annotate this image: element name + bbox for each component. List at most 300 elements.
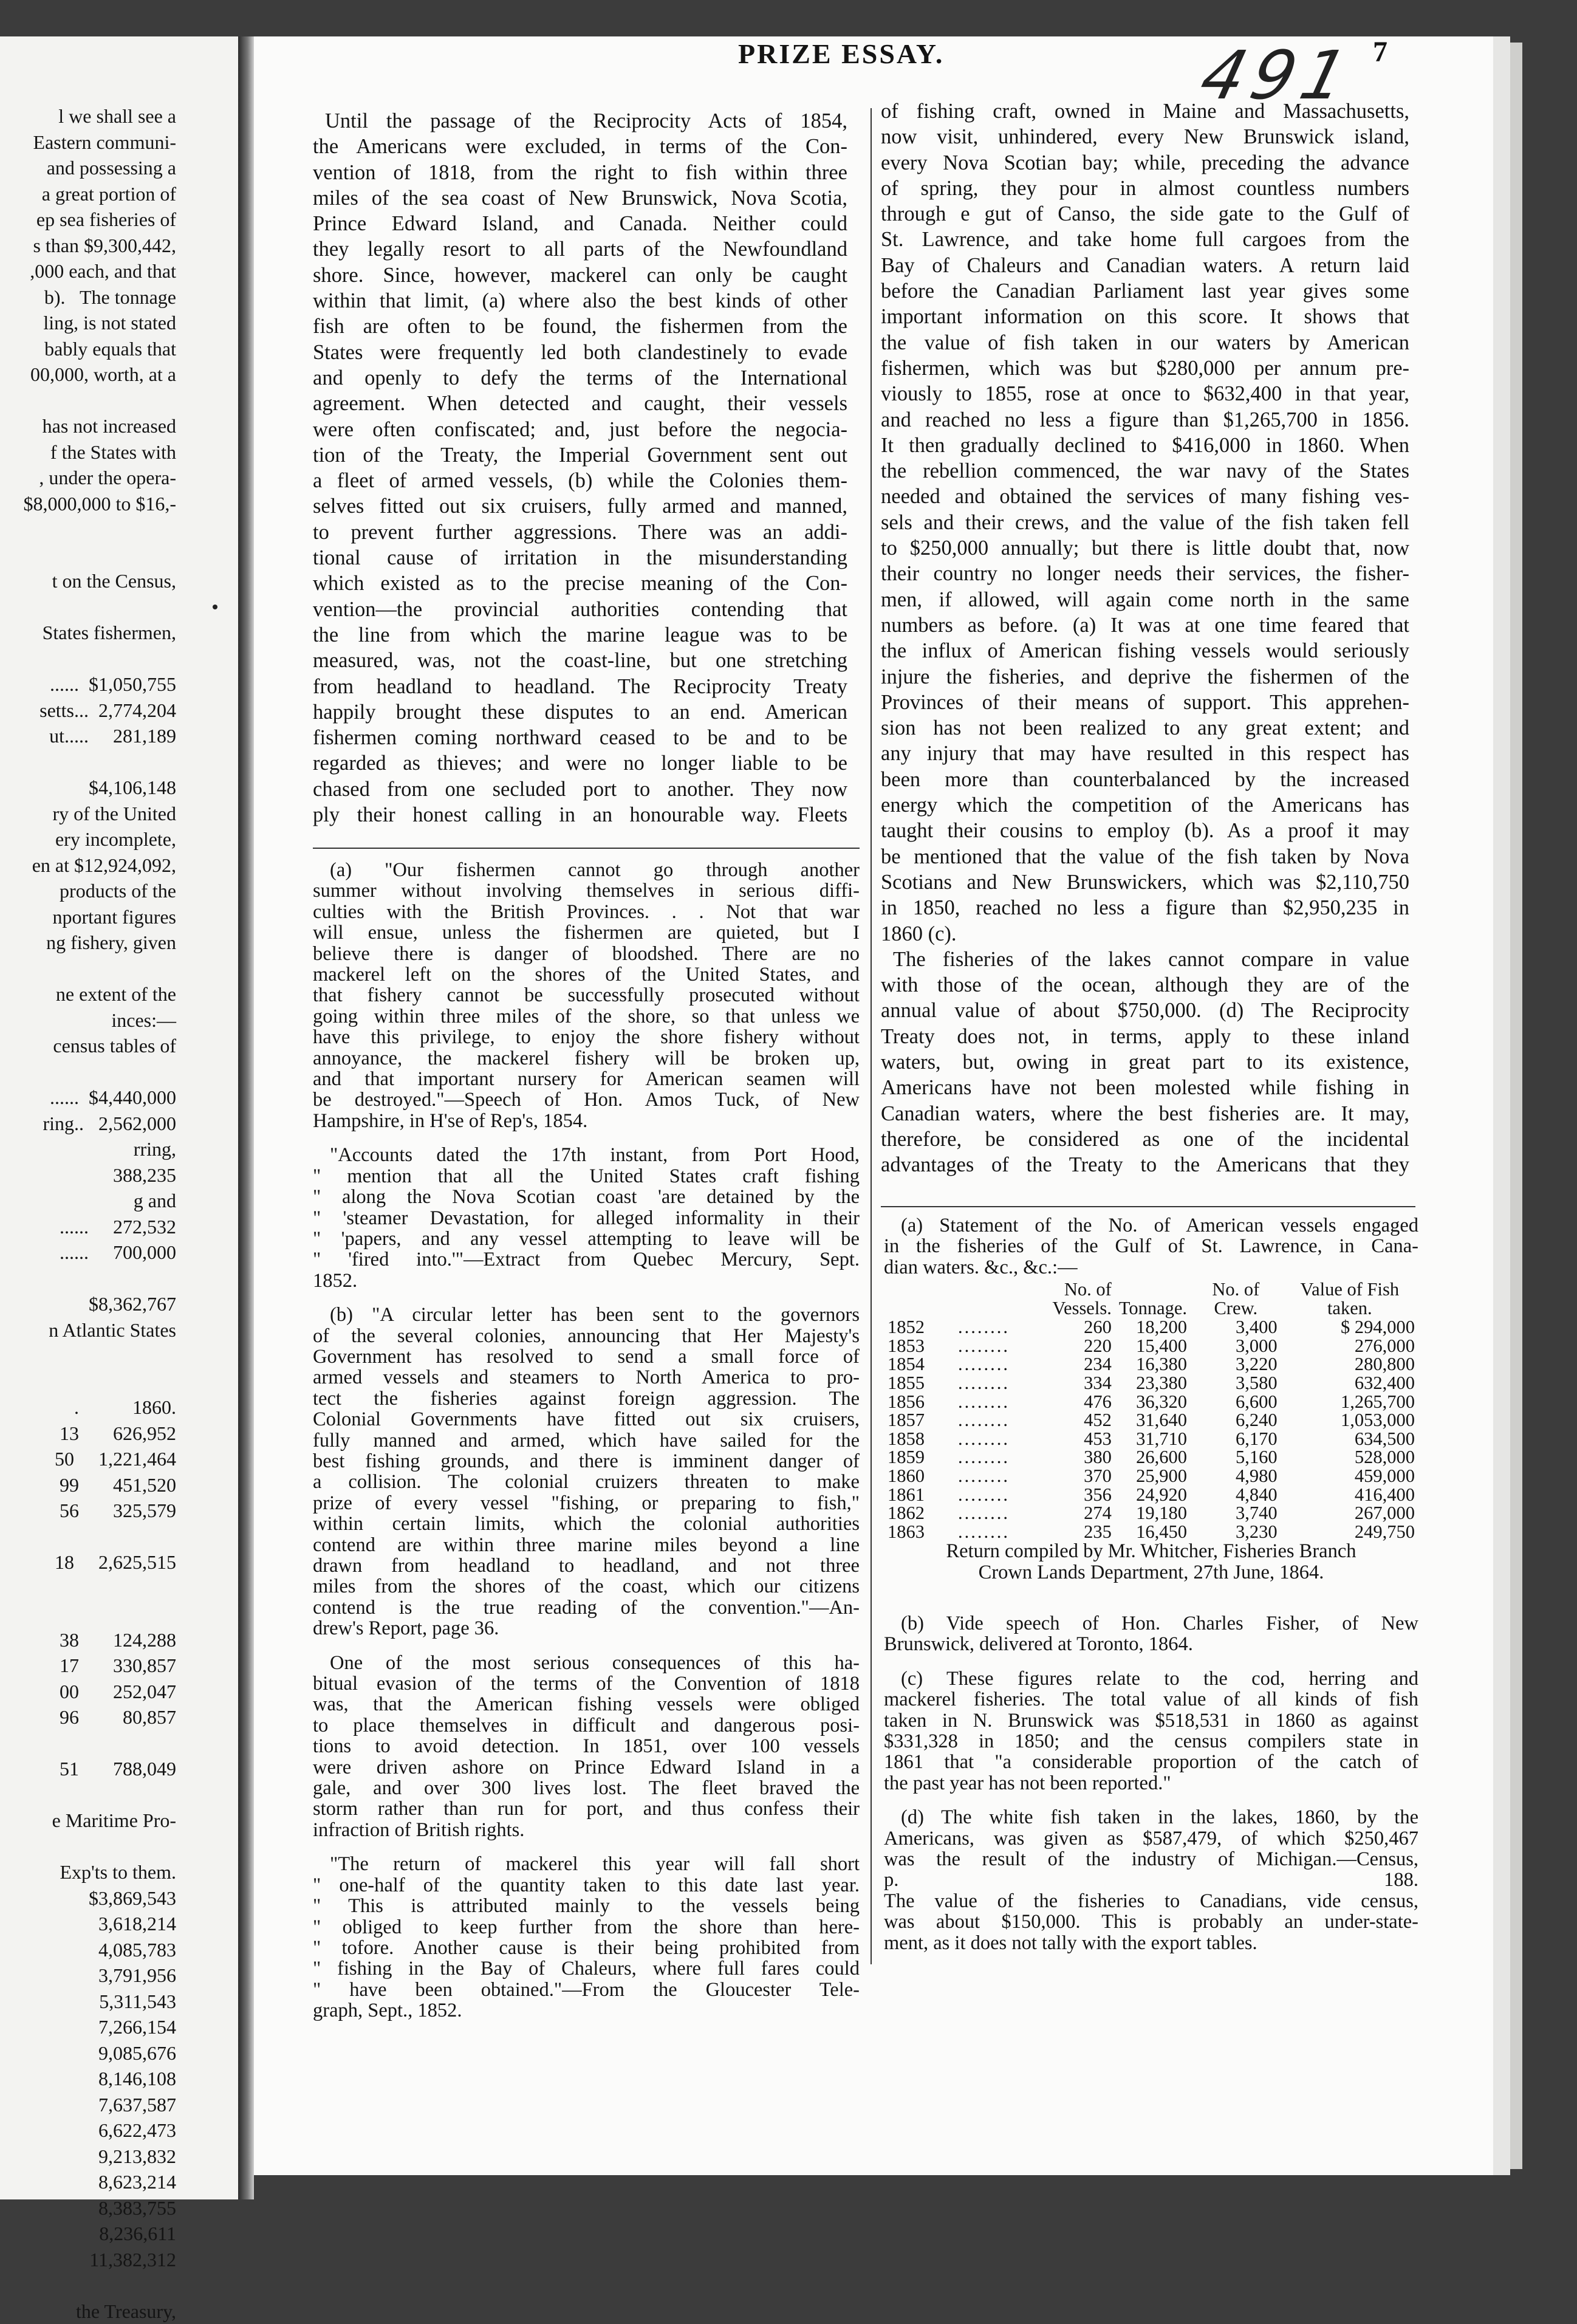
footnote-line: bitual evasion of the terms of the Convention of 1818 [313,1673,860,1694]
facing-page-text [0,103,176,2324]
facing-page-line: rring, [0,1136,176,1162]
table-row [884,1318,1418,1337]
facing-page-line: 13 626,952 [0,1421,176,1447]
facing-page-line [0,1343,176,1369]
facing-page-line [0,1369,176,1395]
facing-page-line: ne extent of the [0,981,176,1007]
leader-dots: ........ [958,1430,1010,1448]
footnote-line: within certain limits, which the colonial authorities [313,1513,860,1534]
facing-page-line: ...... $4,440,000 [0,1085,176,1111]
column-1-footnotes [313,860,860,2035]
footnote-line: $331,328 in 1850; and the census compilers state in [884,1731,1418,1752]
facing-page-line: ling, is not stated [0,310,176,336]
value-cell: 31,710 [1115,1430,1191,1448]
footnote-line: will ensue, unless the fishermen are quieted, but I [313,922,860,943]
body-line: injure the fisheries, and deprive the fishermen of the [881,664,1409,690]
footnote-line: drawn from headland to headland, and not three [313,1555,860,1576]
facing-page-line [0,646,176,672]
footnote-line: The value of the fisheries to Canadians, vide census, [884,1891,1418,1911]
footnote-line: Americans, was given as $587,479, of which $250,467 [884,1828,1418,1849]
facing-page-line: 8,146,108 [0,2066,176,2092]
leader-dots: ........ [958,1318,1010,1337]
value-cell: 18,200 [1115,1318,1191,1337]
footnote-line: were driven ashore on Prince Edward Island in a [313,1757,860,1778]
footnote-line: that fishery cannot be successfully prosecuted without [313,985,860,1006]
leader-dots: ........ [958,1448,1010,1467]
footnote-line: armed vessels and steamers to North America to pro- [313,1367,860,1388]
body-line: with those of the ocean, although they are of the [881,972,1409,998]
body-line: advantages of the Treaty to the Americans that they [881,1152,1409,1177]
footnote-line: infraction of British rights. [313,1820,860,1840]
footnote-line: culties with the British Provinces. . . Not that war [313,902,860,922]
facing-page-line: 9,213,832 [0,2144,176,2170]
body-line: States were frequently led both clandestinely to evade [313,340,847,365]
facing-page-line: nportant figures [0,904,176,930]
value-cell: 23,380 [1115,1374,1191,1393]
value-cell: 16,450 [1115,1523,1191,1541]
body-line: Until the passage of the Reciprocity Acts of 1854, [313,108,847,134]
body-line: annual value of about $750,000. (d) The Reciprocity [881,998,1409,1023]
value-cell: 31,640 [1115,1411,1191,1430]
facing-page-line: inces:— [0,1007,176,1033]
facing-page-line [0,543,176,569]
body-line: therefore, be considered as one of the incidental [881,1126,1409,1152]
footnote-rule-left [313,848,860,849]
body-line: and reached no less a figure than $1,265,700 in 1856. [881,407,1409,433]
value-cell: 276,000 [1281,1337,1418,1356]
facing-page-line: 51 788,049 [0,1756,176,1782]
facing-page-line: t on the Census, [0,568,176,594]
footnote-line: One of the most serious consequences of this ha- [313,1653,860,1673]
footnote-line: " fishing in the Bay of Chaleurs, where full fares could [313,1958,860,1979]
table-row [884,1467,1418,1486]
facing-page-line: ep sea fisheries of [0,207,176,233]
facing-page-line: $4,106,148 [0,775,176,801]
facing-page-line: 96 80,857 [0,1704,176,1730]
facing-page-line: l we shall see a [0,103,176,129]
facing-page-line: 3,791,956 [0,1962,176,1989]
column-header: No. of Vessels. [1010,1280,1115,1318]
body-line: the influx of American fishing vessels would seriously [881,638,1409,663]
value-cell: 15,400 [1115,1337,1191,1356]
body-line: to prevent further aggressions. There was an addi- [313,519,847,545]
footnote-line: be destroyed."—Speech of Hon. Amos Tuck, of New [313,1089,860,1110]
leader-dots: ........ [958,1523,1010,1541]
value-cell: 3,580 [1191,1374,1281,1393]
facing-page-line [0,749,176,775]
facing-page-line: 17 330,857 [0,1653,176,1679]
facing-page-line: g and [0,1188,176,1214]
table-caption [884,1215,1418,1278]
body-line: the line from which the marine league was to be [313,622,847,648]
footnote-line: graph, Sept., 1852. [313,2000,860,2021]
facing-page-line: 4,085,783 [0,1937,176,1963]
facing-page-line: s than $9,300,442, [0,233,176,259]
footnote-line: prize of every vessel "fishing, or preparing to fish," [313,1493,860,1513]
leader-dots: ........ [958,1411,1010,1430]
footnote-line: going within three miles of the shore, so that unless we [313,1006,860,1027]
body-line: through e gut of Canso, the side gate to the Gulf of [881,201,1409,227]
body-line: the rebellion commenced, the war navy of the States [881,458,1409,484]
body-line: their country no longer needs their services, the fisher- [881,561,1409,586]
footnote-line: "Accounts dated the 17th instant, from Port Hood, [313,1145,860,1165]
value-cell: 356 [1010,1486,1115,1504]
facing-page-line [0,1730,176,1757]
year-cell: 1857 [884,1411,958,1430]
value-cell: 416,400 [1281,1486,1418,1504]
body-line: happily brought these disputes to an end. American [313,699,847,725]
facing-page-line [0,1524,176,1550]
leader-dots: ........ [958,1486,1010,1504]
book-gutter [238,36,254,2199]
facing-page-line: 9,085,676 [0,2040,176,2066]
body-line: Canadian waters, where the best fisheries are. It may, [881,1101,1409,1126]
body-line: to $250,000 annually; but there is little doubt that, now [881,535,1409,561]
footnote-line: miles from the shores of the coast, which our citizens [313,1576,860,1597]
facing-page-line: 6,622,473 [0,2117,176,2144]
leader-dots: ........ [958,1504,1010,1523]
footnote-line: of the several colonies, announcing that Her Majesty's [313,1326,860,1346]
facing-page-line: ...... $1,050,755 [0,671,176,698]
footnote-line: Hampshire, in H'se of Rep's, 1854. [313,1111,860,1131]
body-line: The fisheries of the lakes cannot compare in value [881,947,1409,972]
body-line: fish are often to be found, the fishermen from the [313,314,847,339]
body-line: vention—the provincial authorities contending that [313,597,847,622]
facing-page-line: $8,362,767 [0,1291,176,1317]
footnote-line: " 'steamer Devastation, for alleged informality in their [313,1208,860,1229]
footnote-note-d [884,1807,1418,1953]
vessels-table [884,1280,1418,1541]
footnote-line: tions to avoid detection. In 1851, over 100 vessels [313,1736,860,1757]
footnote-line: believe there is danger of bloodshed. There are no [313,944,860,964]
body-line: numbers as before. (a) It was at one time feared that [881,612,1409,638]
body-line: the value of fish taken in our waters by American [881,330,1409,355]
facing-page-line [0,1834,176,1860]
year-cell: 1853 [884,1337,958,1356]
body-line: chased from one secluded port to another. They now [313,776,847,802]
caption-line: (a) Statement of the No. of American vessels engaged [884,1215,1418,1236]
value-cell: 19,180 [1115,1504,1191,1523]
footnote-line: Colonial Governments have fitted out six cruisers, [313,1409,860,1430]
facing-page-line [0,1059,176,1085]
value-cell: 5,160 [1191,1448,1281,1467]
facing-page-line: the Treasury, [0,2298,176,2324]
footnote-line: taken in N. Brunswick was $518,531 in 1860 as against [884,1710,1418,1731]
column-header: Value of Fish taken. [1281,1280,1418,1318]
body-line: be mentioned that the value of the fish taken by Nova [881,844,1409,869]
footnote-line: ment, as it does not tally with the export tables. [884,1933,1418,1953]
facing-page-line: 38 124,288 [0,1627,176,1653]
footnote-line: "The return of mackerel this year will fall short [313,1854,860,1874]
footnote-note-a2 [313,1145,860,1291]
leader-dots: ........ [958,1393,1010,1411]
footnote-line: (d) The white fish taken in the lakes, 1860, by the [884,1807,1418,1828]
footnote-note-b3 [313,1854,860,2021]
value-cell: 380 [1010,1448,1115,1467]
leader-header [958,1280,1010,1318]
facing-page-line: , under the opera- [0,465,176,491]
value-cell: 4,980 [1191,1467,1281,1486]
value-cell: 280,800 [1281,1355,1418,1374]
source-line: Crown Lands Department, 27th June, 1864. [884,1562,1418,1583]
body-line: Provinces of their means of support. This apprehen- [881,690,1409,715]
facing-page-line: ,000 each, and that [0,258,176,284]
footnote-rule-right [881,1206,1415,1207]
leader-dots: ........ [958,1337,1010,1356]
footnote-line: a collision. The colonial cruizers threaten to make [313,1472,860,1492]
facing-page-line: 388,235 [0,1162,176,1188]
body-line: important information on this score. It shows that [881,304,1409,329]
facing-page-line: ery incomplete, [0,826,176,852]
value-cell: 528,000 [1281,1448,1418,1467]
body-line: every Nova Scotian bay; while, preceding the advance [881,150,1409,176]
value-cell: 26,600 [1115,1448,1191,1467]
value-cell: 25,900 [1115,1467,1191,1486]
body-line: sion has not been realized to any great extent; and [881,715,1409,741]
table-row [884,1448,1418,1467]
body-line: energy which the competition of the Americans has [881,792,1409,818]
column-header: No. of Crew. [1191,1280,1281,1318]
year-cell: 1855 [884,1374,958,1393]
value-cell: 634,500 [1281,1430,1418,1448]
page-number: 7 [1373,35,1387,69]
body-line: now visit, unhindered, every New Brunswick island, [881,124,1409,149]
footnote-note-a [313,860,860,1131]
body-line: Americans have not been molested while fishing in [881,1075,1409,1100]
footnote-line: Brunswick, delivered at Toronto, 1864. [884,1634,1418,1654]
footnote-line: best fishing grounds, and there is imminent danger of [313,1451,860,1472]
value-cell: 453 [1010,1430,1115,1448]
body-line: been more than counterbalanced by the increased [881,767,1409,792]
facing-page-line: 3,618,214 [0,1911,176,1937]
body-line: shore. Since, however, mackerel can only be caught [313,262,847,288]
value-cell: 6,240 [1191,1411,1281,1430]
body-line: taught their cousins to employ (b). As a proof it may [881,818,1409,843]
facing-page-line: en at $12,924,092, [0,852,176,879]
value-cell: 632,400 [1281,1374,1418,1393]
facing-page-line: ...... 272,532 [0,1214,176,1240]
table-row [884,1374,1418,1393]
table-row [884,1486,1418,1504]
body-line: agreement. When detected and caught, their vessels [313,391,847,416]
body-line: vention of 1818, from the right to fish within three [313,160,847,185]
value-cell: 1,265,700 [1281,1393,1418,1411]
body-line: tion of the Treaty, the Imperial Government sent out [313,442,847,468]
body-line: St. Lawrence, and take home full cargoes from the [881,227,1409,252]
facing-page-line: e Maritime Pro- [0,1808,176,1834]
table-row [884,1337,1418,1356]
value-cell: 16,380 [1115,1355,1191,1374]
footnote-line: storm rather than run for port, and thus confess their [313,1798,860,1819]
body-line: from headland to headland. The Reciprocity Treaty [313,674,847,699]
column-rule [871,108,872,1964]
year-cell: 1860 [884,1467,958,1486]
value-cell: 476 [1010,1393,1115,1411]
body-line: before the Canadian Parliament last year gives some [881,278,1409,304]
column-2-body [881,98,1409,1177]
value-cell: 36,320 [1115,1393,1191,1411]
value-cell: 3,400 [1191,1318,1281,1337]
facing-page-line: 7,266,154 [0,2014,176,2040]
table-source [884,1541,1418,1583]
footnote-line: " This is attributed mainly to the vessels being [313,1896,860,1916]
value-cell: 274 [1010,1504,1115,1523]
value-cell: 334 [1010,1374,1115,1393]
facing-page-line: and possessing a [0,155,176,181]
value-cell: 4,840 [1191,1486,1281,1504]
footnote-line: was, that the American fishing vessels were obliged [313,1694,860,1715]
body-line: selves fitted out six cruisers, fully armed and manned, [313,493,847,519]
facing-page-line [0,1782,176,1808]
footnote-line: " along the Nova Scotian coast 'are detained by the [313,1187,860,1207]
value-cell: 1,053,000 [1281,1411,1418,1430]
footnote-line: (b) Vide speech of Hon. Charles Fisher, of New [884,1613,1418,1634]
facing-page-line: . 1860. [0,1394,176,1421]
facing-page-line: 11,382,312 [0,2247,176,2273]
table-row [884,1393,1418,1411]
column-2-footnotes [884,1613,1418,1967]
footnote-line: annoyance, the mackerel fishery will be broken up, [313,1048,860,1069]
facing-page-line: a great portion of [0,181,176,207]
year-cell: 1854 [884,1355,958,1374]
facing-page-line: Exp'ts to them. [0,1859,176,1885]
body-line: tional cause of irritation in the misunderstanding [313,545,847,571]
footnote-note-c [884,1668,1418,1794]
value-cell: 220 [1010,1337,1115,1356]
table-row [884,1523,1418,1541]
footnote-note-b [313,1304,860,1639]
year-cell: 1859 [884,1448,958,1467]
footnote-line: (a) "Our fishermen cannot go through another [313,860,860,880]
footnote-line: " 'fired into.'"—Extract from Quebec Mercury, Sept. [313,1249,860,1270]
body-line: of spring, they pour in almost countless numbers [881,176,1409,201]
body-line: fishermen coming northward ceased to be and to be [313,725,847,750]
facing-page-line: has not increased [0,413,176,439]
facing-page-line: $3,869,543 [0,1885,176,1911]
value-cell: 3,220 [1191,1355,1281,1374]
page-edge-shadow [1510,43,1522,2169]
facing-page-line: 00 252,047 [0,1679,176,1705]
body-line: a fleet of armed vessels, (b) while the Colonies them- [313,468,847,493]
facing-page-line: 8,383,755 [0,2195,176,2221]
column-1-body [313,108,847,828]
body-line: within that limit, (a) where also the best kinds of other [313,288,847,314]
value-cell: 459,000 [1281,1467,1418,1486]
body-line: needed and obtained the services of many fishing ves- [881,484,1409,509]
body-line: fishermen, which was but $280,000 per annum pre- [881,355,1409,381]
footnote-line: (c) These figures relate to the cod, herring and [884,1668,1418,1689]
facing-page-line: products of the [0,878,176,904]
footnote-line: " mention that all the United States craft fishing [313,1166,860,1187]
value-cell: 370 [1010,1467,1115,1486]
table-row [884,1355,1418,1374]
leader-dots: ........ [958,1467,1010,1486]
value-cell: 249,750 [1281,1523,1418,1541]
year-cell: 1861 [884,1486,958,1504]
value-cell: 3,000 [1191,1337,1281,1356]
facing-page-line [0,594,176,620]
value-cell: 260 [1010,1318,1115,1337]
body-line: viously to 1855, rose at once to $632,400 in that year, [881,381,1409,406]
caption-line: in the fisheries of the Gulf of St. Lawrence, in Cana- [884,1236,1418,1256]
facing-page-line: bably equals that [0,336,176,362]
column-header: Tonnage. [1115,1280,1191,1318]
body-line: miles of the sea coast of New Brunswick, Nova Scotia, [313,185,847,211]
footnote-line: " have been obtained."—From the Gloucester Tele- [313,1980,860,2000]
footnote-line: " obliged to keep further from the shore than here- [313,1917,860,1938]
facing-page-line: 8,236,611 [0,2221,176,2247]
body-line: were often confiscated; and, just before the negocia- [313,417,847,442]
footnote-line: drew's Report, page 36. [313,1618,860,1639]
value-cell: 234 [1010,1355,1115,1374]
footnote-line: " tofore. Another cause is their being prohibited from [313,1938,860,1958]
value-cell: 3,230 [1191,1523,1281,1541]
table-row [884,1504,1418,1523]
value-cell: 235 [1010,1523,1115,1541]
facing-page-line: States fishermen, [0,620,176,646]
page-edge [1493,36,1510,2175]
body-line: Bay of Chaleurs and Canadian waters. A return laid [881,253,1409,278]
facing-page-line [0,516,176,543]
year-header [884,1280,958,1318]
footnote-line: was about $150,000. This is probably an under-state- [884,1911,1418,1932]
body-line: 1860 (c). [881,921,1409,947]
footnote-line: mackerel fisheries. The total value of all kinds of fish [884,1689,1418,1710]
year-cell: 1856 [884,1393,958,1411]
footnote-line: " 'papers, and any vessel attempting to leave will be [313,1229,860,1249]
facing-page-line: ry of the United [0,801,176,827]
body-line: Scotians and New Brunswickers, which was $2,110,750 [881,869,1409,895]
footnote-line: was the result of the industry of Michigan.—Census, [884,1849,1418,1870]
facing-page-line: ut..... 281,189 [0,723,176,749]
facing-page-line [0,2272,176,2298]
value-cell: 3,740 [1191,1504,1281,1523]
body-line: in 1850, reached no less a figure than $2,950,235 in [881,895,1409,920]
value-cell: 24,920 [1115,1486,1191,1504]
footnote-line: Government has resolved to send a small force of [313,1346,860,1367]
year-cell: 1852 [884,1318,958,1337]
facing-page-line: 99 451,520 [0,1472,176,1498]
facing-page-line: $8,000,000 to $16,- [0,491,176,517]
footnote-line: contend is the true reading of the convention."—An- [313,1597,860,1618]
footnote-line: mackerel left on the shores of the United States, and [313,964,860,985]
year-cell: 1863 [884,1523,958,1541]
year-cell: 1858 [884,1430,958,1448]
footnote-line: summer without involving themselves in serious diffi- [313,880,860,901]
facing-page-fragment [0,36,238,2199]
footnote-line: have this privilege, to enjoy the shore fishery without [313,1027,860,1047]
footnote-line: the past year has not been reported." [884,1773,1418,1794]
value-cell: $ 294,000 [1281,1318,1418,1337]
footnote-note-b [884,1613,1418,1655]
body-line: they legally resort to all parts of the Newfoundland [313,236,847,262]
caption-line: dian waters. &c., &c.:— [884,1257,1418,1278]
facing-page-line: ng fishery, given [0,930,176,956]
value-cell: 6,600 [1191,1393,1281,1411]
body-line: any injury that may have resulted in this respect has [881,741,1409,766]
facing-page-line [0,1575,176,1602]
body-line: which existed as to the precise meaning of the Con- [313,571,847,596]
facing-page-line: 5,311,543 [0,1989,176,2015]
facing-page-line [0,388,176,414]
facing-page-line: ...... 700,000 [0,1239,176,1266]
source-line: Return compiled by Mr. Whitcher, Fisheries Branch [884,1541,1418,1561]
body-line: measured, was, not the coast-line, but one stretching [313,648,847,673]
body-line: sels and their crews, and the value of the fish taken fell [881,510,1409,535]
facing-page-line [0,956,176,982]
facing-page-line: 7,637,587 [0,2092,176,2118]
facing-page-line: Eastern communi- [0,129,176,156]
